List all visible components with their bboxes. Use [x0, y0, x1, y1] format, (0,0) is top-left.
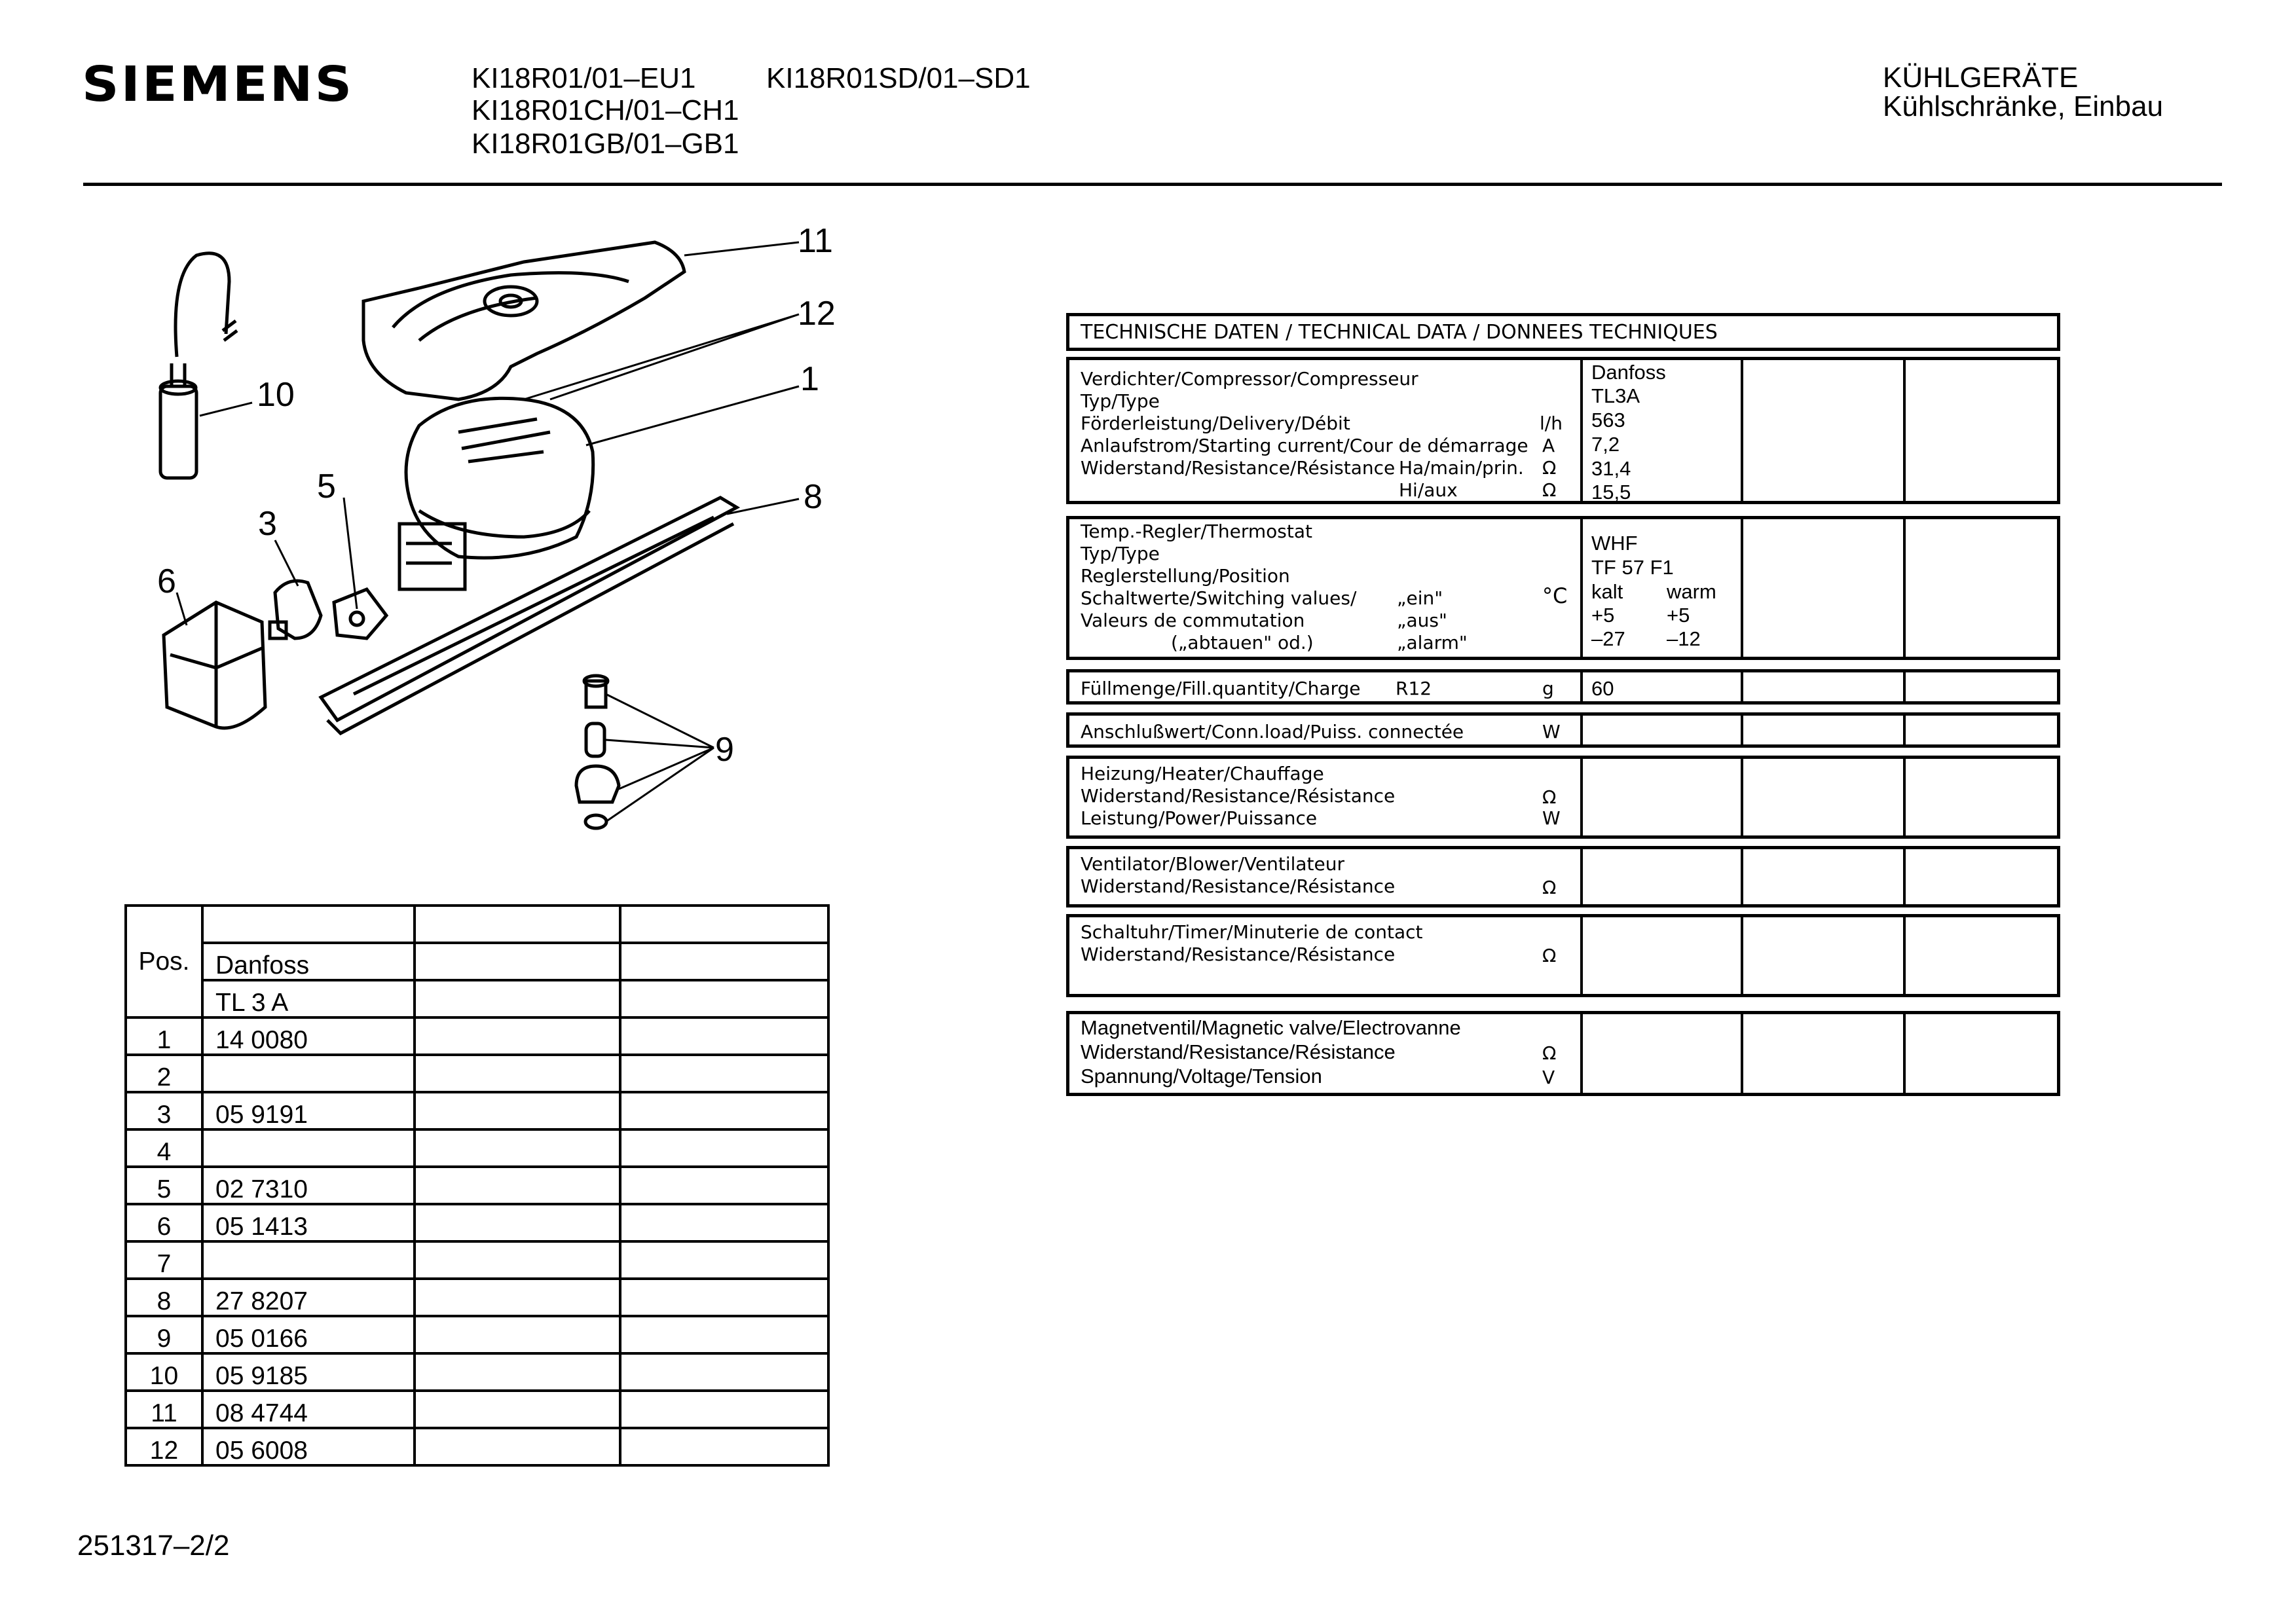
callout-label: 9 — [715, 731, 734, 769]
table-row: 4 — [126, 1129, 828, 1167]
compressor-drawing — [399, 398, 593, 589]
table-row: 8 27 8207 — [126, 1279, 828, 1316]
tech-compressor-section: Verdichter/Compressor/Compresseur Typ/Type Förderleistung/Delivery/Débit Anlaufstrom/Starting current/Cour de démarrage Widerstand/Resistance/Résistance Ha/main/prin. Hi/aux l/h A Ω Ω Danfoss TL3A 563 7,2 31,4 15,5 — [1066, 357, 2060, 504]
model-number: KI18R01CH/01–CH1 — [472, 94, 739, 126]
pos-header: Pos. — [126, 906, 202, 1017]
table-row: 10 05 9185 — [126, 1353, 828, 1391]
exploded-parts-diagram — [118, 210, 871, 864]
table-row: 12 05 6008 — [126, 1428, 828, 1465]
table-row: 5 02 7310 — [126, 1167, 828, 1204]
callout-label: 1 — [800, 360, 819, 398]
tech-valve-section: Magnetventil/Magnetic valve/Electrovanne Widerstand/Resistance/Résistance Spannung/Voltage/Tension Ω V — [1066, 1011, 2060, 1096]
table-row: 9 05 0166 — [126, 1316, 828, 1353]
table-row: 1 14 0080 — [126, 1017, 828, 1055]
tech-fill-section: Füllmenge/Fill.quantity/Charge R12 g 60 — [1066, 669, 2060, 705]
table-row: 7 — [126, 1241, 828, 1279]
document-id: 251317–2/2 — [77, 1530, 230, 1562]
brand-logo: SIEMENS — [82, 56, 354, 113]
tech-timer-section: Schaltuhr/Timer/Minuterie de contact Widerstand/Resistance/Résistance Ω — [1066, 914, 2060, 997]
mounting-rail-drawing — [321, 498, 737, 733]
callout-label: 8 — [804, 478, 823, 516]
model-number: KI18R01/01–EU1 — [472, 62, 696, 94]
table-row: 3 05 9191 — [126, 1092, 828, 1129]
rubber-mount-drawing — [576, 676, 619, 828]
type-cell: TL 3 A — [202, 980, 415, 1017]
tech-blower-section: Ventilator/Blower/Ventilateur Widerstand/Resistance/Résistance Ω — [1066, 846, 2060, 907]
table-row: 2 — [126, 1055, 828, 1092]
cover-drawing — [164, 602, 265, 728]
header-divider — [83, 183, 2222, 186]
callout-label: 5 — [317, 467, 336, 505]
relay-drawing — [270, 581, 321, 638]
table-row: 6 05 1413 — [126, 1204, 828, 1241]
manufacturer-cell: Danfoss — [202, 943, 415, 980]
callout-label: 6 — [157, 562, 176, 600]
callout-label: 12 — [798, 295, 836, 333]
callout-label: 11 — [798, 222, 833, 260]
category-title: KÜHLGERÄTE — [1883, 62, 2079, 94]
callout-label: 10 — [257, 376, 295, 414]
capacitor-drawing — [160, 253, 237, 478]
tech-thermostat-section: Temp.-Regler/Thermostat Typ/Type Reglerstellung/Position Schaltwerte/Switching values/ Valeurs de commutation („abtauen" od.) „ein" „aus" „alarm" °C WHF TF 57 F1 kalt warm +5 +5 –27 –12 — [1066, 516, 2060, 660]
tech-data-title-box — [1066, 313, 2060, 351]
drip-tray-drawing — [363, 242, 684, 399]
model-number: KI18R01SD/01–SD1 — [766, 62, 1031, 94]
callout-label: 3 — [258, 505, 277, 543]
category-subtitle: Kühlschränke, Einbau — [1883, 90, 2164, 122]
table-row: 11 08 4744 — [126, 1391, 828, 1428]
parts-table — [124, 904, 830, 1467]
model-number: KI18R01GB/01–GB1 — [472, 128, 739, 160]
tech-conn-section: Anschlußwert/Conn.load/Puiss. connectée W — [1066, 712, 2060, 748]
protector-drawing — [334, 589, 386, 638]
tech-data-title: TECHNISCHE DATEN / TECHNICAL DATA / DONNEES TECHNIQUES — [1081, 321, 1718, 344]
tech-heater-section: Heizung/Heater/Chauffage Widerstand/Resistance/Résistance Leistung/Power/Puissance Ω W — [1066, 756, 2060, 839]
